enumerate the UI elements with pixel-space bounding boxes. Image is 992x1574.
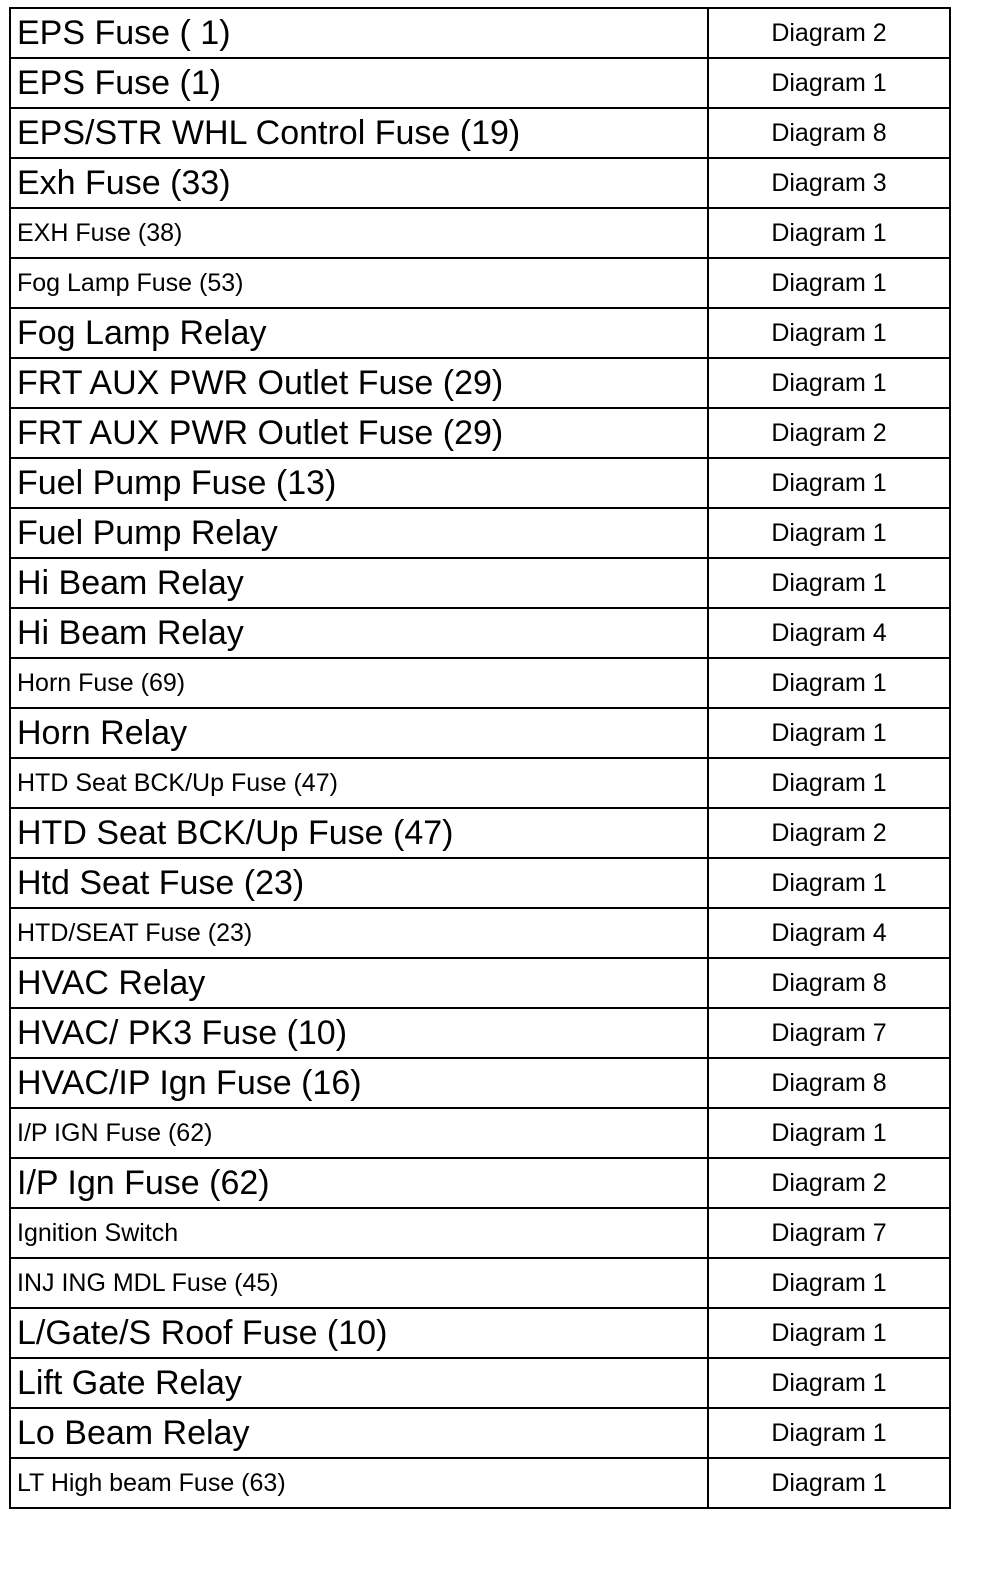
table-row: [10, 208, 950, 258]
table-row: [10, 458, 950, 508]
table-row: [10, 308, 950, 358]
component-name-cell: Ignition Switch: [10, 1208, 708, 1258]
diagram-reference-cell: Diagram 1: [708, 458, 950, 508]
table-row: [10, 258, 950, 308]
component-name-cell: HTD Seat BCK/Up Fuse (47): [10, 758, 708, 808]
diagram-reference-cell: Diagram 4: [708, 908, 950, 958]
component-name-cell: Lift Gate Relay: [10, 1358, 708, 1408]
table-row: [10, 908, 950, 958]
component-name-cell: EPS Fuse ( 1): [10, 8, 708, 58]
diagram-reference-cell: Diagram 1: [708, 308, 950, 358]
component-name-cell: I/P Ign Fuse (62): [10, 1158, 708, 1208]
table-row: [10, 1208, 950, 1258]
table-row: [10, 758, 950, 808]
table-row: [10, 1108, 950, 1158]
component-name-cell: Lo Beam Relay: [10, 1408, 708, 1458]
component-name-cell: Exh Fuse (33): [10, 158, 708, 208]
table-row: [10, 658, 950, 708]
component-name-cell: EPS Fuse (1): [10, 58, 708, 108]
component-name-cell: Htd Seat Fuse (23): [10, 858, 708, 908]
component-name-cell: LT High beam Fuse (63): [10, 1458, 708, 1508]
table-row: [10, 1408, 950, 1458]
diagram-reference-cell: Diagram 1: [708, 208, 950, 258]
component-name-cell: Fuel Pump Fuse (13): [10, 458, 708, 508]
component-name-cell: Fog Lamp Fuse (53): [10, 258, 708, 308]
fuse-table-body: [10, 8, 950, 1508]
component-name-cell: HVAC/ PK3 Fuse (10): [10, 1008, 708, 1058]
component-name-cell: FRT AUX PWR Outlet Fuse (29): [10, 358, 708, 408]
table-row: [10, 1358, 950, 1408]
diagram-reference-cell: Diagram 1: [708, 758, 950, 808]
component-name-cell: L/Gate/S Roof Fuse (10): [10, 1308, 708, 1358]
diagram-reference-cell: Diagram 1: [708, 1458, 950, 1508]
diagram-reference-cell: Diagram 1: [708, 1358, 950, 1408]
component-name-cell: Horn Fuse (69): [10, 658, 708, 708]
diagram-reference-cell: Diagram 1: [708, 58, 950, 108]
component-name-cell: Horn Relay: [10, 708, 708, 758]
component-name-cell: HTD Seat BCK/Up Fuse (47): [10, 808, 708, 858]
table-row: [10, 408, 950, 458]
component-name-cell: EPS/STR WHL Control Fuse (19): [10, 108, 708, 158]
component-name-cell: HVAC/IP Ign Fuse (16): [10, 1058, 708, 1108]
component-name-cell: FRT AUX PWR Outlet Fuse (29): [10, 408, 708, 458]
table-row: [10, 1308, 950, 1358]
fuse-diagram-index-table: [9, 7, 951, 1509]
diagram-reference-cell: Diagram 1: [708, 258, 950, 308]
diagram-reference-cell: Diagram 1: [708, 1408, 950, 1458]
component-name-cell: Fuel Pump Relay: [10, 508, 708, 558]
component-name-cell: Hi Beam Relay: [10, 608, 708, 658]
table-row: [10, 1158, 950, 1208]
diagram-reference-cell: Diagram 1: [708, 558, 950, 608]
table-row: [10, 508, 950, 558]
diagram-reference-cell: Diagram 1: [708, 358, 950, 408]
diagram-reference-cell: Diagram 1: [708, 508, 950, 558]
diagram-reference-cell: Diagram 1: [708, 1258, 950, 1308]
diagram-reference-cell: Diagram 4: [708, 608, 950, 658]
table-row: [10, 1058, 950, 1108]
table-row: [10, 358, 950, 408]
component-name-cell: I/P IGN Fuse (62): [10, 1108, 708, 1158]
table-row: [10, 1258, 950, 1308]
component-name-cell: HTD/SEAT Fuse (23): [10, 908, 708, 958]
table-row: [10, 1008, 950, 1058]
table-row: [10, 8, 950, 58]
table-row: [10, 58, 950, 108]
diagram-reference-cell: Diagram 1: [708, 1308, 950, 1358]
table-row: [10, 108, 950, 158]
diagram-reference-cell: Diagram 2: [708, 1158, 950, 1208]
diagram-reference-cell: Diagram 8: [708, 958, 950, 1008]
table-row: [10, 158, 950, 208]
table-row: [10, 608, 950, 658]
diagram-reference-cell: Diagram 1: [708, 1108, 950, 1158]
diagram-reference-cell: Diagram 1: [708, 658, 950, 708]
table-row: [10, 808, 950, 858]
diagram-reference-cell: Diagram 2: [708, 408, 950, 458]
diagram-reference-cell: Diagram 7: [708, 1008, 950, 1058]
diagram-reference-cell: Diagram 8: [708, 1058, 950, 1108]
component-name-cell: INJ ING MDL Fuse (45): [10, 1258, 708, 1308]
diagram-reference-cell: Diagram 2: [708, 8, 950, 58]
diagram-reference-cell: Diagram 1: [708, 708, 950, 758]
table-row: [10, 708, 950, 758]
component-name-cell: Hi Beam Relay: [10, 558, 708, 608]
component-name-cell: HVAC Relay: [10, 958, 708, 1008]
table-row: [10, 1458, 950, 1508]
component-name-cell: EXH Fuse (38): [10, 208, 708, 258]
table-row: [10, 858, 950, 908]
diagram-reference-cell: Diagram 3: [708, 158, 950, 208]
diagram-reference-cell: Diagram 8: [708, 108, 950, 158]
component-name-cell: Fog Lamp Relay: [10, 308, 708, 358]
diagram-reference-cell: Diagram 7: [708, 1208, 950, 1258]
table-row: [10, 558, 950, 608]
diagram-reference-cell: Diagram 1: [708, 858, 950, 908]
table-row: [10, 958, 950, 1008]
diagram-reference-cell: Diagram 2: [708, 808, 950, 858]
